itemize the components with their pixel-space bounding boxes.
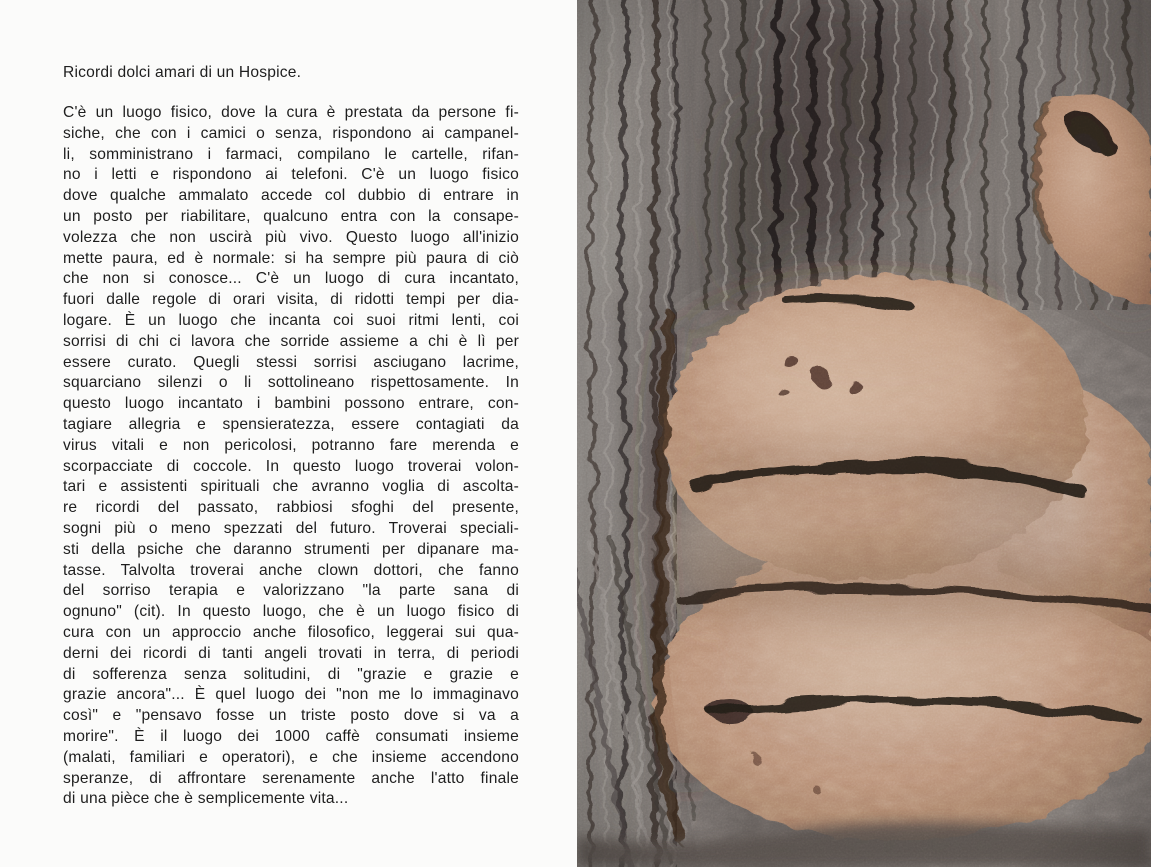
tree-bark-burl-photo [577, 0, 1151, 867]
body-text-line: sorrisi di chi ci lavora che sorride assieme a chi è lì per [63, 332, 519, 350]
body-text-line: tagiare allegria e spensieratezza, essere contagiati da [63, 415, 519, 433]
body-text-line: di una pièce che è semplicemente vita... [63, 790, 349, 808]
text-block [63, 62, 519, 810]
body-text-line: (malati, familiari e operatori), e che insieme accendono [63, 748, 519, 766]
body-text-line: sogni più o meno spezzati del futuro. Troverai speciali- [63, 519, 519, 537]
body-text-line: virus vitali e non pericolosi, potranno fare merenda e [63, 436, 519, 454]
body-text-line: tari e assistenti spirituali che avranno voglia di ascolta- [63, 478, 519, 496]
body-text [63, 103, 519, 810]
body-text-line: un posto per riabilitare, qualcuno entra con la consape- [63, 207, 519, 225]
body-text-line: squarciano silenzi o li sottolineano rispettosamente. In [63, 374, 519, 392]
body-text-line: derni dei ricordi di tanti angeli trovati in terra, di periodi [63, 644, 519, 662]
body-text-line: sti della psiche che daranno strumenti per dipanare ma- [63, 540, 519, 558]
body-text-line: grazie ancora"... È quel luogo dei "non me lo immaginavo [63, 686, 519, 704]
body-text-line: dove qualche ammalato accede col dubbio di entrare in [63, 187, 519, 205]
body-text-line: scorpacciate di coccole. In questo luogo troverai volon- [63, 457, 519, 475]
body-text-line: fuori dalle regole di orari visita, di ridotti tempi per dia- [63, 291, 519, 309]
body-text-line: volezza che non uscirà più vivo. Questo luogo all'inizio [63, 228, 519, 246]
body-text-line: del sorriso terapia e valorizzano "la parte sana di [63, 582, 519, 600]
photo-vignette [577, 0, 1151, 867]
body-text-line: C'è un luogo fisico, dove la cura è prestata da persone fi- [63, 104, 519, 121]
body-text-line: re ricordi del passato, rabbiosi sfoghi del presente, [63, 499, 519, 517]
body-text-line: questo luogo incantato i bambini possono entrare, con- [63, 395, 519, 413]
body-text-line: di sofferenza senza solitudini, di "grazie e grazie e [63, 665, 519, 683]
photo-page [577, 0, 1151, 867]
body-text-line: siche, che con i camici o senza, rispondono ai campanel- [63, 124, 519, 142]
body-text-line: speranze, di affrontare serenamente anche l'atto finale [63, 769, 519, 787]
page-title: Ricordi dolci amari di un Hospice. [63, 64, 302, 81]
body-text-line: mette paura, ed è normale: si ha sempre più paura di ciò [63, 249, 519, 267]
body-text-line: cura con un approccio anche filosofico, leggerai sui qua- [63, 623, 519, 641]
body-text-line: essere curato. Quegli stessi sorrisi asciugano lacrime, [63, 353, 519, 371]
body-text-line: tasse. Talvolta troverai anche clown dottori, che fanno [63, 561, 519, 579]
body-text-line: logare. È un luogo che incanta coi suoi ritmi lenti, coi [63, 311, 519, 329]
body-text-line: ognuno" (cit). In questo luogo, che è un luogo fisico di [63, 603, 519, 621]
body-text-line: no i letti e rispondono ai telefoni. C'è un luogo fisico [63, 166, 519, 184]
body-text-line: che non si conosce... C'è un luogo di cura incantato, [63, 270, 519, 288]
body-text-line: li, somministrano i farmaci, compilano le cartelle, rifan- [63, 145, 519, 163]
body-text-line: così" e "pensavo fosse un triste posto dove si va a [63, 707, 519, 725]
body-text-line: morire". È il luogo dei 1000 caffè consumati insieme [63, 727, 519, 745]
